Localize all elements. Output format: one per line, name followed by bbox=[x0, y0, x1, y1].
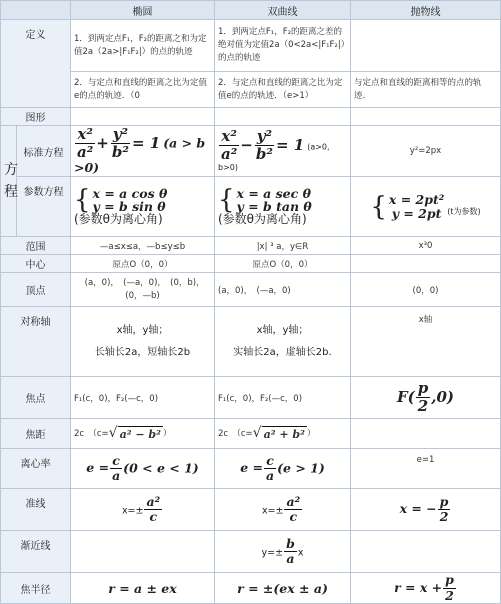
asymptote-row bbox=[1, 531, 501, 573]
header-ellipse: 椭圆 bbox=[71, 1, 215, 20]
hyperbola-asymptote-suffix: x bbox=[297, 547, 304, 558]
ellipse-standard-equation bbox=[71, 126, 215, 177]
standard-equation-label: 标准方程 bbox=[17, 126, 71, 177]
ellipse-center: 原点O（0，0） bbox=[71, 255, 215, 273]
ellipse-axis bbox=[71, 307, 215, 377]
header-hyperbola: 双曲线 bbox=[215, 1, 351, 20]
hyperbola-focal-prefix: 2c （c= bbox=[218, 429, 253, 439]
parabola-definition-2: 与定点和直线的距离相等的点的轨迹． bbox=[351, 72, 501, 108]
ellipse-directrix: x=± $\frac{\text{a²}}{c}$ bbox=[71, 489, 215, 531]
graph-label: 图形 bbox=[1, 108, 71, 126]
parabola-focal-distance bbox=[351, 419, 501, 449]
parabola-param-note: (t为参数) bbox=[447, 207, 481, 217]
ellipse-param-note: (参数θ为离心角) bbox=[74, 212, 163, 227]
ellipse-radius: r = a ± ex bbox=[71, 573, 215, 604]
hyperbola-standard-equation bbox=[215, 126, 351, 177]
focal-distance-row bbox=[1, 419, 501, 449]
ellipse-definition-2: 2．与定点和直线的距离之比为定值e的点的轨迹．（0 bbox=[71, 72, 215, 108]
hyperbola-directrix-prefix: x=± bbox=[261, 505, 284, 516]
hyperbola-asymptote: y=± $\frac{b}{a}$ x bbox=[215, 531, 351, 573]
parabola-definition-1 bbox=[351, 20, 501, 72]
asymptote-label: 渐近线 bbox=[1, 531, 71, 573]
ellipse-vertex: (a，0)， (—a，0)， (0，b)， (0，—b) bbox=[71, 273, 215, 307]
eccentricity-row bbox=[1, 449, 501, 489]
hyperbola-parametric-equation: { x = a sec θ y = b tan θ (参数θ为离心角) bbox=[215, 177, 351, 237]
radius-row bbox=[1, 573, 501, 604]
hyperbola-param-y: y = b tan θ bbox=[236, 198, 312, 214]
ellipse-param-x: x = a cos θ bbox=[92, 185, 168, 201]
ellipse-axis-line2: 长轴长2a，短轴长2b bbox=[94, 346, 191, 358]
graph-row bbox=[1, 108, 501, 126]
ellipse-directrix-prefix: x=± bbox=[121, 505, 144, 516]
ellipse-axis-line1: x轴，y轴； bbox=[116, 324, 169, 336]
range-row bbox=[1, 237, 501, 255]
hyperbola-vertex: (a，0)， (—a，0) bbox=[215, 273, 351, 307]
hyperbola-definition-1: 1．到两定点F₁，F₂的距离之差的绝对值为定值2a（0<2a<|F₁F₂|）的点的轨迹 bbox=[215, 20, 351, 72]
standard-equation-row bbox=[1, 126, 501, 177]
ellipse-focal-radicand: a² − b² bbox=[119, 428, 161, 441]
parabola-standard-equation: y²=2px bbox=[351, 126, 501, 177]
parabola-param-x: x = 2pt² bbox=[388, 192, 445, 208]
vertex-row bbox=[1, 273, 501, 307]
hyperbola-focal-close: ） bbox=[306, 429, 316, 439]
hyperbola-eccentricity-condition: (e > 1) bbox=[277, 460, 325, 475]
ellipse-focal-prefix: 2c （c= bbox=[74, 429, 109, 439]
vertex-label: 顶点 bbox=[1, 273, 71, 307]
parabola-center bbox=[351, 255, 501, 273]
center-row bbox=[1, 255, 501, 273]
ellipse-focal-close: ） bbox=[162, 429, 172, 439]
hyperbola-equation-condition: (a>0, b>0) bbox=[218, 142, 330, 172]
definition-label: 定义 bbox=[1, 20, 71, 108]
eccentricity-label: 离心率 bbox=[1, 449, 71, 489]
parabola-radius: r = x + $\frac{p}{2}$ bbox=[351, 573, 501, 604]
center-label: 中心 bbox=[1, 255, 71, 273]
parabola-focus: F( $\frac{p}{2}$ ,0) bbox=[351, 377, 501, 419]
hyperbola-focus: F₁(c，0)，F₂(—c，0) bbox=[215, 377, 351, 419]
header-parabola: 抛物线 bbox=[351, 1, 501, 20]
ellipse-equation-condition: (a > b >0) bbox=[74, 135, 206, 175]
parametric-equation-row bbox=[1, 177, 501, 237]
hyperbola-axis-line2: 实轴长2a，虚轴长2b. bbox=[233, 346, 332, 358]
ellipse-parametric-equation: { x = a cos θ y = b sin θ (参数θ为离心角) bbox=[71, 177, 215, 237]
ellipse-range: —a≤x≤a，—b≤y≤b bbox=[71, 237, 215, 255]
hyperbola-axis bbox=[215, 307, 351, 377]
hyperbola-equation-formula: $\frac{\text{x²}}{\text{a²}}$ − $\frac{\text{y²}}{\text{b²}}$ = 1 bbox=[221, 127, 305, 163]
ellipse-param-y: y = b sin θ bbox=[92, 198, 166, 214]
axis-row bbox=[1, 307, 501, 377]
hyperbola-param-x: x = a sec θ bbox=[236, 185, 311, 201]
header-blank bbox=[1, 1, 71, 20]
ellipse-focal-distance: 2c （c= √ a² − b² ） bbox=[71, 419, 215, 449]
hyperbola-directrix: x=± $\frac{\text{a²}}{c}$ bbox=[215, 489, 351, 531]
parabola-vertex: (0，0) bbox=[351, 273, 501, 307]
focus-row bbox=[1, 377, 501, 419]
hyperbola-axis-line1: x轴，y轴； bbox=[256, 324, 309, 336]
parabola-graph bbox=[351, 108, 501, 126]
hyperbola-param-note: (参数θ为离心角) bbox=[218, 212, 307, 227]
parabola-directrix: x = − $\frac{p}{2}$ bbox=[351, 489, 501, 531]
parabola-parametric-equation: { x = 2pt² y = 2pt (t为参数) bbox=[351, 177, 501, 237]
ellipse-equation-formula: $\frac{\text{x²}}{\text{a²}}$ + $\frac{\text{y²}}{\text{b²}}$ = 1 bbox=[77, 125, 161, 161]
range-label: 范围 bbox=[1, 237, 71, 255]
header-row bbox=[1, 1, 501, 20]
definition-row-1 bbox=[1, 20, 501, 72]
parabola-axis: x轴 bbox=[351, 307, 501, 377]
hyperbola-graph bbox=[215, 108, 351, 126]
parametric-equation-label: 参数方程 bbox=[17, 177, 71, 237]
ellipse-eccentricity-condition: (0 < e < 1) bbox=[123, 460, 199, 475]
ellipse-focus: F₁(c，0)，F₂(—c，0) bbox=[71, 377, 215, 419]
hyperbola-range: |x| ³ a，y∈R bbox=[215, 237, 351, 255]
hyperbola-asymptote-prefix: y=± bbox=[261, 547, 284, 558]
axis-label: 对称轴 bbox=[1, 307, 71, 377]
hyperbola-focal-radicand: a² + b² bbox=[263, 428, 305, 441]
equation-group-label: 方程 bbox=[1, 126, 17, 237]
ellipse-eccentricity: e = $\frac{c}{a}$ (0 < e < 1) bbox=[71, 449, 215, 489]
parabola-range: x³0 bbox=[351, 237, 501, 255]
parabola-eccentricity: e=1 bbox=[351, 449, 501, 489]
parabola-asymptote bbox=[351, 531, 501, 573]
hyperbola-radius: r = ±(ex ± a) bbox=[215, 573, 351, 604]
hyperbola-definition-2: 2．与定点和直线的距离之比为定值e的点的轨迹．（e>1） bbox=[215, 72, 351, 108]
ellipse-asymptote bbox=[71, 531, 215, 573]
definition-row-2 bbox=[1, 72, 501, 108]
ellipse-graph bbox=[71, 108, 215, 126]
hyperbola-eccentricity: e = $\frac{c}{a}$ (e > 1) bbox=[215, 449, 351, 489]
focus-label: 焦点 bbox=[1, 377, 71, 419]
hyperbola-focal-distance: 2c （c= √ a² + b² ） bbox=[215, 419, 351, 449]
directrix-label: 准线 bbox=[1, 489, 71, 531]
hyperbola-center: 原点O（0，0） bbox=[215, 255, 351, 273]
radius-label: 焦半径 bbox=[1, 573, 71, 604]
parabola-param-y: y = 2pt bbox=[391, 205, 442, 221]
focal-distance-label: 焦距 bbox=[1, 419, 71, 449]
directrix-row bbox=[1, 489, 501, 531]
ellipse-definition-1: 1．到两定点F₁，F₂的距离之和为定值2a（2a>|F₁F₂|）的点的轨迹 bbox=[71, 20, 215, 72]
